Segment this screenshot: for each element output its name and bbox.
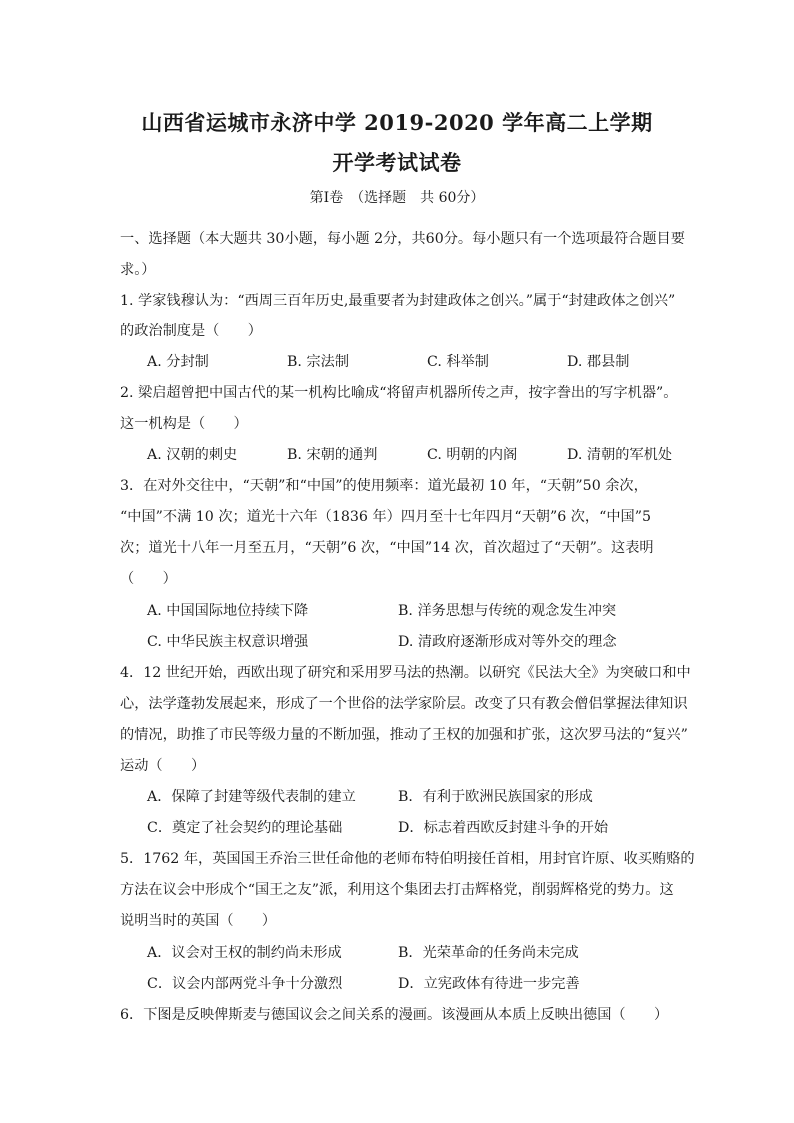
question-3-option-c: C. 中华民族主权意识增强 [147,634,309,650]
question-5-option-a: A．议会对王权的制约尚未形成 [147,945,342,961]
question-3-option-a: A. 中国国际地位持续下降 [147,603,309,619]
question-3-line2: “中国”不满 10 次；道光十六年（1836 年）四月至十七年四月“天朝”6 次，“中国”5 [120,509,652,525]
question-2-option-a: A. 汉朝的刺史 [147,447,238,463]
question-4-line4: 运动（ ） [120,758,206,774]
question-4-option-c: C．奠定了社会契约的理论基础 [147,820,343,836]
question-3-option-d: D. 清政府逐渐形成对等外交的理念 [398,634,617,650]
question-4-option-d: D．标志着西欧反封建斗争的开始 [398,820,609,836]
question-4-option-b: B．有利于欧洲民族国家的形成 [398,789,593,805]
question-4-line3: 的情况，助推了市民等级力量的不断加强，推动了王权的加强和扩张，这次罗马法的“复兴” [120,727,688,743]
question-3-option-b: B. 洋务思想与传统的观念发生冲突 [398,603,617,619]
question-5-line3: 说明当时的英国（ ） [120,913,277,929]
question-6-line1: 6．下图是反映俾斯麦与德国议会之间关系的漫画。该漫画从本质上反映出德国（ ） [120,1007,669,1023]
question-5-option-b: B．光荣革命的任务尚未完成 [398,945,579,961]
question-3-line1: 3．在对外交往中，“天朝”和“中国”的使用频率：道光最初 10 年，“天朝”50 余次， [120,478,648,494]
question-4-option-a: A．保障了封建等级代表制的建立 [147,789,356,805]
question-1-option-c: C. 科举制 [427,354,489,370]
question-2-line1: 2. 梁启超曾把中国古代的某一机构比喻成“将留声机器所传之声，按字誊出的写字机器”。 [120,385,678,401]
question-4-line2: 心，法学蓬勃发展起来，形成了一个世俗的法学家阶层。改变了只有教会僧侣掌握法律知识 [120,696,688,712]
question-2-option-d: D. 清朝的军机处 [567,447,673,463]
exam-title-line2: 开学考试试卷 [332,150,462,175]
question-1-line1: 1. 学家钱穆认为：“西周三百年历史,最重要者为封建政体之创兴。”属于“封建政体之创兴” [120,293,676,309]
question-1-option-d: D. 郡县制 [567,354,630,370]
question-3-line4: （ ） [120,571,177,587]
volume-label: 第Ⅰ卷 （选择题 共 60分） [309,190,485,206]
question-2-line2: 这一机构是（ ） [120,416,248,432]
question-4-line1: 4．12 世纪开始，西欧出现了研究和采用罗马法的热潮。以研究《民法大全》为突破口和中 [120,665,691,681]
question-5-option-c: C．议会内部两党斗争十分激烈 [147,976,343,992]
question-5-line1: 5．1762 年，英国国王乔治三世任命他的老师布特伯明接任首相，用封官许原、收买贿赂的 [120,851,695,867]
question-2-option-b: B. 宋朝的通判 [287,447,378,463]
section-instruction-line2: 求。） [120,262,156,278]
question-1-option-b: B. 宗法制 [287,354,350,370]
question-5-option-d: D．立宪政体有待进一步完善 [398,976,580,992]
question-5-line2: 方法在议会中形成个“国王之友”派，利用这个集团去打击辉格党，削弱辉格党的势力。这 [120,882,674,898]
question-2-option-c: C. 明朝的内阁 [427,447,518,463]
section-instruction-line1: 一、选择题（本大题共 30小题，每小题 2分，共60分。每小题只有一个选项最符合题目要 [120,231,685,247]
question-1-line2: 的政治制度是（ ） [120,323,262,339]
question-3-line3: 次；道光十八年一月至五月，“天朝”6 次，“中国”14 次，首次超过了“天朝”。这表明 [120,540,654,556]
exam-title-line1: 山西省运城市永济中学 2019-2020 学年高二上学期 [141,110,653,135]
question-1-option-a: A. 分封制 [147,354,209,370]
